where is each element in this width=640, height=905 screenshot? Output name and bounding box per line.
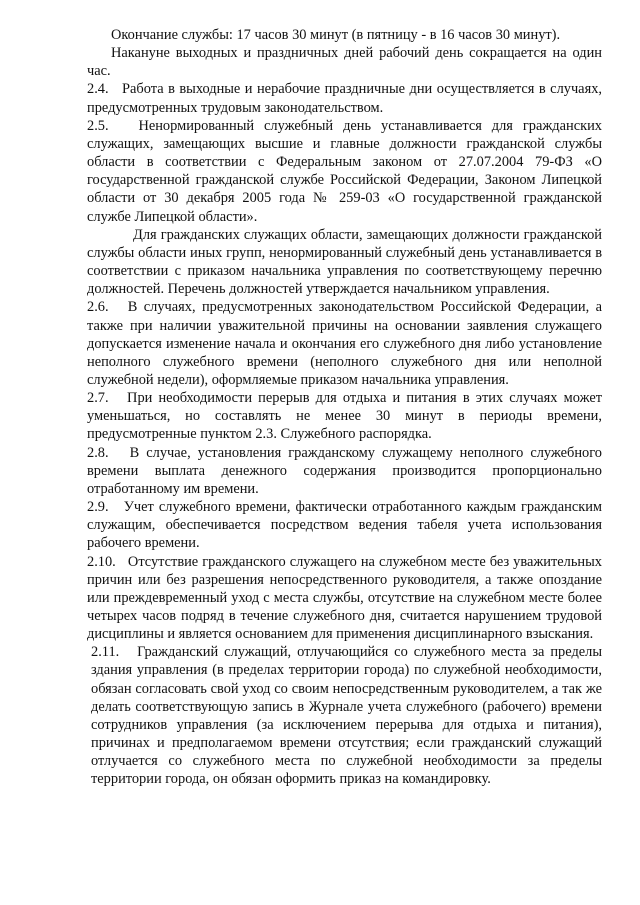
clause-number: 2.11. xyxy=(91,644,120,661)
paragraph-text: Для гражданских служащих области, замещающих должности гражданской службы области иных групп, ненормированный служебный день устанавливается в соответствии с приказом начальника управления по соответствующему перечню должностей. Перечень должностей утверждается начальником управления. xyxy=(87,226,602,298)
clause-2-7 xyxy=(87,389,602,443)
clause-text: При необходимости перерыв для отдыха и питания в этих случаях может уменьшаться, но составлять не менее 30 минут в периоды времени, предусмотренные пунктом 2.3. Служебного распорядка. xyxy=(87,390,602,443)
clause-2-8 xyxy=(87,444,602,498)
clause-text: Отсутствие гражданского служащего на служебном месте без уважительных причин или без разрешения непосредственного руководителя, а также опоздание или преждевременный уход с места службы, отсутствие на служебном месте более четырех часов подряд в течение служебного дня, считается нарушением трудовой дисциплины и является основанием для применения дисциплинарного взыскания. xyxy=(87,553,602,643)
paragraph-text: Накануне выходных и праздничных дней рабочий день сокращается на один час. xyxy=(87,45,602,80)
clause-text: Гражданский служащий, отлучающийся со служебного места за пределы здания управления (в пределах территории города) по служебной необходимости, обязан согласовать свой уход со своим непосредственным руководителем, а так же делать соответствующую запись в Журнале учета служебного (рабочего) времени сотрудников управления (за исключением перерыва для отдыха и питания), причинах и предполагаемом времени отсутствия; если гражданский служащий отлучается со служебного места по служебной необходимости за пределы территории города, он обязан оформить приказ на командировку. xyxy=(91,644,603,788)
clause-text: Работа в выходные и нерабочие праздничные дни осуществляется в случаях, предусмотренных трудовым законодательством. xyxy=(87,81,602,116)
paragraph-service-end xyxy=(87,26,602,44)
clause-text: В случае, установления гражданскому служащему неполного служебного времени выплата денежного содержания производится пропорционально отработанному им времени. xyxy=(87,444,602,497)
clause-2-11 xyxy=(87,643,602,788)
clause-text: Учет служебного времени, фактически отработанного каждым гражданским служащим, обеспечивается посредством ведения табеля учета использования рабочего времени. xyxy=(87,499,603,552)
clause-number: 2.10. xyxy=(87,553,116,570)
clause-number: 2.6. xyxy=(87,299,109,316)
clause-number: 2.5. xyxy=(87,117,109,134)
clause-2-5 xyxy=(87,117,602,226)
clause-2-10 xyxy=(87,553,602,644)
clause-number: 2.8. xyxy=(87,444,109,461)
clause-number: 2.9. xyxy=(87,499,109,516)
paragraph-preholiday xyxy=(87,44,602,80)
document-page xyxy=(87,26,602,789)
paragraph-text: Окончание службы: 17 часов 30 минут (в пятницу - в 16 часов 30 минут). xyxy=(111,27,561,43)
clause-2-9 xyxy=(87,498,602,552)
clause-2-4 xyxy=(87,80,602,116)
clause-number: 2.7. xyxy=(87,390,109,407)
clause-text: В случаях, предусмотренных законодательством Российской Федерации, а также при наличии уважительной причины на основании заявления служащего допускается изменение начала и окончания его служебного дня либо установление неполного служебного времени (неполного служебного дня или неполной служебной недели), оформляемые приказом начальника управления. xyxy=(87,299,602,388)
clause-2-6 xyxy=(87,298,602,389)
paragraph-other-groups xyxy=(87,226,602,299)
clause-number: 2.4. xyxy=(87,81,109,98)
clause-text: Ненормированный служебный день устанавливается для гражданских служащих, замещающих высшие и главные должности гражданской службы области в соответствии с Федеральным законом от 27.07.2004 79-ФЗ «О государственной гражданской службе Российской Федерации, Законом Липецкой области от 30 декабря 2005 года № 259-03 «О государственной гражданской службе Липецкой области». xyxy=(87,117,602,225)
